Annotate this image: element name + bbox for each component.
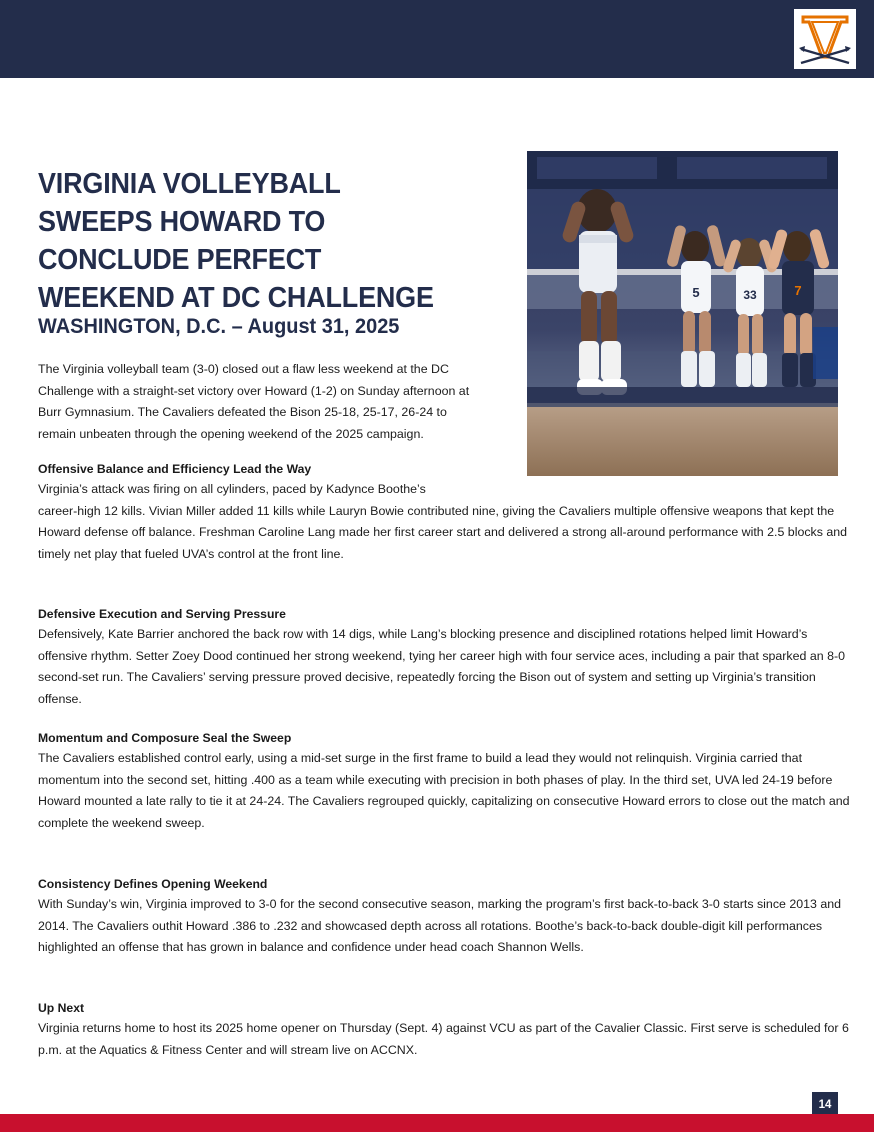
svg-text:5: 5 bbox=[692, 285, 700, 300]
section-consistency-opening-weekend bbox=[38, 876, 860, 959]
section-body: The Cavaliers established control early, using a mid-set surge in the first frame to build a lead they would not relinquish. Virginia carried that momentum into the second set, hitting .400 as a team while executing with precision in both phases of play. In the third set, UVA led 24-19 before Howard mounted a late rally to tie it at 24-24. The Cavaliers regrouped quickly, capitalizing on consecutive Howard errors to close out the match and complete the weekend sweep. bbox=[38, 751, 850, 830]
page-number-badge: 14 bbox=[812, 1092, 838, 1118]
article-photo bbox=[527, 151, 838, 476]
article-dateline: WASHINGTON, D.C. – August 31, 2025 bbox=[38, 315, 400, 339]
section-body-first-line: Virginia’s attack was firing on all cylinders, paced by Kadynce Boothe’s bbox=[38, 482, 426, 496]
virginia-cavaliers-logo bbox=[794, 9, 856, 69]
section-body bbox=[38, 479, 860, 565]
section-body: With Sunday’s win, Virginia improved to 3-0 for the second consecutive season, marking the program’s first back-to-back 3-0 starts since 2013 and 2014. The Cavaliers outhit Howard .386 to .232 and showcased depth across all rotations. Boothe’s back-to-back double-digit kill performances highlighted an offense that has grown in balance and confidence under head coach Shannon Wells. bbox=[38, 897, 842, 954]
section-body: Defensively, Kate Barrier anchored the back row with 14 digs, while Lang’s blocking presence and disciplined rotations helped limit Howard’s offensive rhythm. Setter Zoey Dood continued her strong weekend, tying her career high with four service aces, including a pair that sparked an 8-0 second-set run. The Cavaliers’ serving pressure proved decisive, repeatedly forcing the Bison out of system and setting up Virginia’s transition offense. bbox=[38, 627, 845, 706]
svg-text:33: 33 bbox=[743, 288, 757, 302]
section-offensive-balance bbox=[38, 461, 860, 565]
section-momentum-composure bbox=[38, 730, 860, 834]
svg-text:7: 7 bbox=[794, 283, 802, 298]
section-title: Consistency Defines Opening Weekend bbox=[38, 877, 268, 891]
section-title: Momentum and Composure Seal the Sweep bbox=[38, 731, 292, 745]
article-lede: The Virginia volleyball team (3-0) closed out a flaw less weekend at the DC Challenge with a straight-set victory over Howard (1-2) on Sunday afternoon at Burr Gymnasium. The Cavaliers defeated the Bison 25-18, 25-17, 26-24 to remain unbeaten through the opening weekend of the 2025 campaign. bbox=[38, 362, 470, 441]
section-body-rest: career-high 12 kills. Vivian Miller added 11 kills while Lauryn Bowie contributed nine, giving the Cavaliers multiple offensive weapons that kept the Howard defense off balance. Freshman Caroline Lang made her first career start and delivered a strong all-around performance with 2.5 blocks and timely net play that fueled UVA’s control at the front line. bbox=[38, 503, 848, 561]
page-footer-bar bbox=[0, 1114, 874, 1132]
page-header-bar bbox=[0, 0, 874, 78]
section-body: Virginia returns home to host its 2025 home opener on Thursday (Sept. 4) against VCU as part of the Cavalier Classic. First serve is scheduled for 6 p.m. at the Aquatics & Fitness Center and will stream live on ACCNX. bbox=[38, 1021, 849, 1057]
section-title: Defensive Execution and Serving Pressure bbox=[38, 607, 286, 621]
section-defensive-execution bbox=[38, 606, 860, 710]
section-title: Offensive Balance and Efficiency Lead the Way bbox=[38, 462, 312, 476]
page-title: VIRGINIA VOLLEYBALL SWEEPS HOWARD TO CONCLUDE PERFECT WEEKEND AT DC CHALLENGE bbox=[38, 168, 434, 315]
section-title: Up Next bbox=[38, 1001, 85, 1015]
section-up-next bbox=[38, 1000, 860, 1061]
